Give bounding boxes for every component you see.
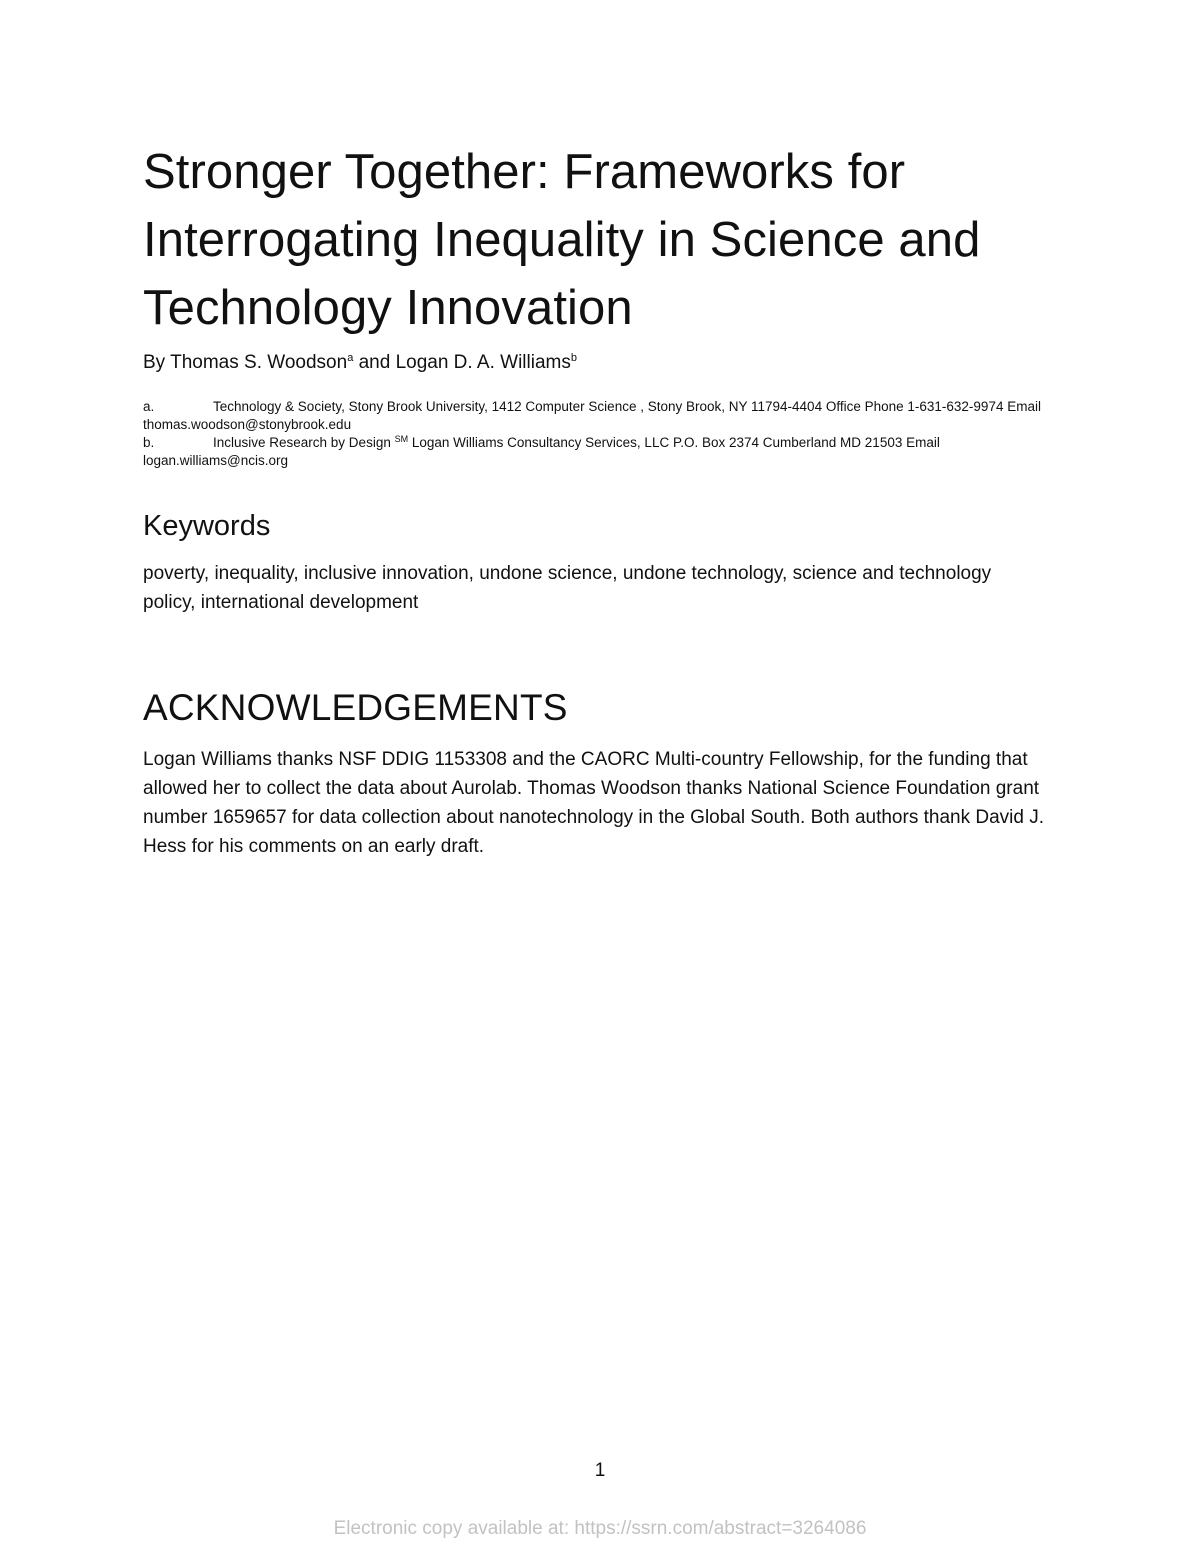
affiliation-marker-a: a <box>347 352 354 364</box>
page-number: 1 <box>594 1460 606 1481</box>
affiliation-a-marker: a. <box>143 399 155 414</box>
keywords-text: poverty, inequality, inclusive innovation, undone science, undone technology, science and technology policy, international development <box>143 563 992 613</box>
keywords-heading: Keywords <box>143 510 271 542</box>
affiliation-marker-b: b <box>570 352 577 364</box>
acknowledgements-heading: ACKNOWLEDGEMENTS <box>143 687 568 728</box>
affiliation-a-text: Technology & Society, Stony Brook University, 1412 Computer Science , Stony Brook, NY 11794-4404 Office Phone 1-631-632-9974 Email thomas.woodson@stonybrook.edu <box>143 399 1041 432</box>
acknowledgements-text: Logan Williams thanks NSF DDIG 1153308 and the CAORC Multi-country Fellowship, for the funding that allowed her to collect the data about Aurolab. Thomas Woodson thanks National Science Foundation grant number 1659657 for data collection about nanotechnology in the Global South. Both authors thank David J. Hess for his comments on an early draft. <box>143 749 1044 857</box>
affiliation-b-marker: b. <box>143 435 155 450</box>
author-byline <box>143 349 577 377</box>
affiliation-b-text-before: Inclusive Research by Design <box>213 435 395 450</box>
paper-title: Stronger Together: Frameworks for Interrogating Inequality in Science and Technology Innovation <box>143 145 981 335</box>
affiliation-b <box>143 434 1063 470</box>
byline-first-author: By Thomas S. Woodson <box>143 352 348 373</box>
affiliation-b-text-after: Logan Williams Consultancy Services, LLC P.O. Box 2374 Cumberland MD 21503 Email logan.williams@ncis.org <box>143 435 940 468</box>
service-mark: SM <box>394 434 409 444</box>
affiliation-a <box>143 398 1063 434</box>
affiliations-list <box>143 398 1063 470</box>
byline-second-author: and Logan D. A. Williams <box>353 352 571 373</box>
ssrn-footer-note: Electronic copy available at: https://ssrn.com/abstract=3264086 <box>333 1518 867 1539</box>
